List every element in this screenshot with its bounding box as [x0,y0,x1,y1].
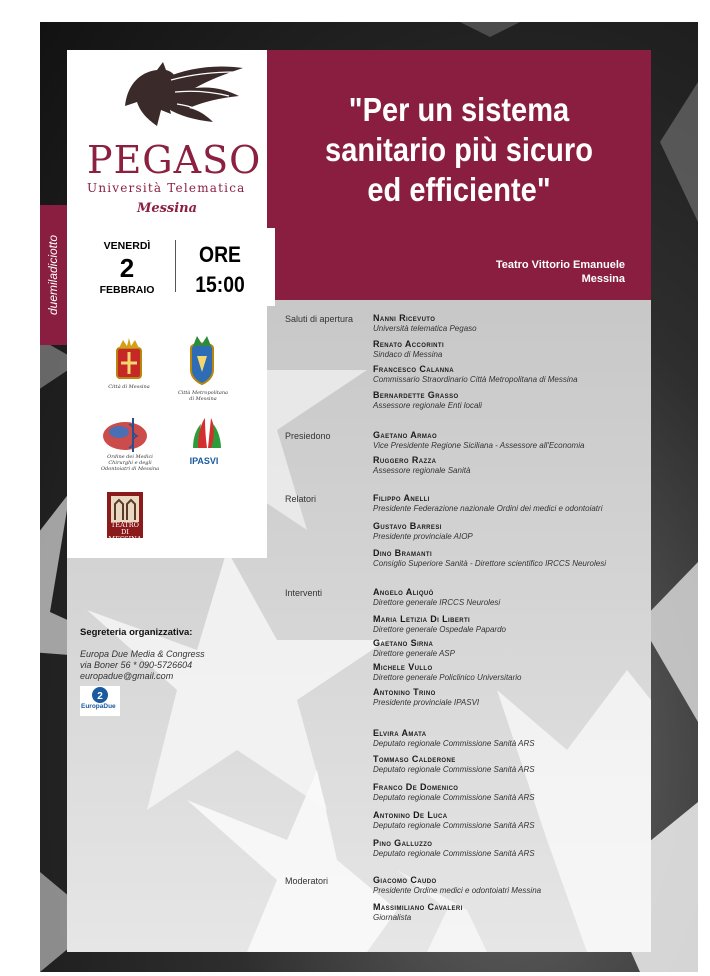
speaker-name: Maria Letizia Di Liberti [373,614,471,624]
logo-city: Messina [136,201,198,216]
program-entry [373,521,653,542]
speaker-role: Consiglio Superiore Sanità - Direttore scientifico IRCCS Neurolesi [373,559,606,568]
time-label: ORE [199,242,241,267]
partner-logos-box [67,306,267,558]
speaker-role: Commissario Straordinario Città Metropolitana di Messina [373,375,578,384]
program-entry [373,638,653,659]
program-entry [373,754,653,775]
program-entry [373,313,653,334]
secretariat-line-3: europadue@gmail.com [80,671,174,681]
program-entry [373,430,653,451]
speaker-name: Michele Vullo [373,662,433,672]
venue-line-2: Messina [581,273,625,285]
speaker-role: Università telematica Pegaso [373,324,477,333]
speaker-role: Sindaco di Messina [373,350,443,359]
program-entry [373,875,653,896]
speaker-name: Francesco Calanna [373,364,454,374]
title-line-2: sanitario più sicuro [325,131,593,168]
ipasvi-logo-icon [193,418,221,448]
speaker-role: Direttore generale Ospedale Papardo [373,625,506,634]
time-value: 15:00 [195,272,245,297]
speaker-role: Deputato regionale Commissione Sanità ARS [373,849,535,858]
program-entry [373,810,653,831]
speaker-name: Filippo Anelli [373,493,430,503]
speaker-role: Presidente provinciale IPASVI [373,698,480,707]
program-entry [373,614,653,635]
program-entry [373,838,653,859]
program-entry [373,364,653,385]
speaker-role: Deputato regionale Commissione Sanità ARS [373,739,535,748]
speaker-name: Ruggero Razza [373,455,437,465]
medical-order-logo-icon [103,418,147,452]
event-title [299,90,619,210]
program-entry [373,687,653,708]
speaker-role: Assessore regionale Enti locali [373,401,482,410]
program-entry [373,728,653,749]
program-entry [373,902,653,923]
section-label: Moderatori [285,876,329,886]
speaker-name: Tommaso Calderone [373,754,456,764]
svg-text:2: 2 [97,691,103,702]
metro-city-crest-icon [191,336,213,384]
university-subtitle: Università Telematica [87,181,246,195]
ipasvi-label: IPASVI [189,456,219,466]
program-entry [373,455,653,476]
speaker-role: Direttore generale ASP [373,649,455,658]
date-divider [175,240,176,292]
pegaso-wordmark: PEGASO [87,138,262,182]
venue [496,258,625,286]
city-logo-caption: Città di Messina [108,384,150,390]
program-entry [373,493,653,514]
order-logo-caption: Ordine dei Medici Chirurghi e degli Odontoiatri di Messina [100,454,160,472]
secretariat-line-1: Europa Due Media & Congress [80,649,205,659]
month: FEBBRAIO [99,284,155,296]
speaker-role: Deputato regionale Commissione Sanità ARS [373,793,535,802]
program-entry [373,548,653,569]
speaker-name: Antonino Trino [373,687,436,697]
pegasus-logo-icon [67,50,267,140]
metro-logo-caption: Città Metropolitana di Messina [177,390,229,402]
speaker-role: Presidente Ordine medici e odontoiatri Messina [373,886,542,895]
teatro-label: TEATRO DI MESSINA [108,521,142,543]
event-time [189,240,251,300]
speaker-role: Giornalista [373,913,412,922]
program-entry [373,390,653,411]
speaker-name: Pino Galluzzo [373,838,433,848]
messina-crest-icon [117,338,141,378]
partner-logos-icons [67,306,267,558]
speaker-role: Assessore regionale Sanità [373,466,471,475]
europadue-logo [80,686,120,716]
speaker-name: Elvira Amata [373,728,427,738]
speaker-name: Gustavo Barresi [373,521,442,531]
speaker-role: Vice Presidente Regione Siciliana - Assessore all'Economia [373,441,585,450]
speaker-name: Bernardette Grasso [373,390,459,400]
weekday: VENERDÌ [103,240,151,252]
program-entry [373,782,653,803]
speaker-name: Franco De Domenico [373,782,459,792]
program-entry [373,587,653,608]
day-number: 2 [119,253,135,283]
speaker-role: Direttore generale IRCCS Neurolesi [373,598,501,607]
speaker-name: Angelo Aliquò [373,587,434,597]
speaker-role: Deputato regionale Commissione Sanità ARS [373,765,535,774]
program-entry [373,662,653,683]
program-entry [373,339,653,360]
secretariat-line-2: via Boner 56 * 090-5726604 [80,660,193,670]
title-line-1: "Per un sistema [348,91,570,128]
year-side-text: duemiladiciotto [46,234,60,316]
secretariat-title: Segreteria organizzativa: [80,627,193,638]
speaker-name: Massimiliano Cavaleri [373,902,463,912]
date-box [67,228,275,306]
speaker-role: Direttore generale Policlinico Universitario [373,673,522,682]
section-label: Presiedono [285,431,331,441]
europadue-text: EuropaDue [81,703,116,710]
speaker-name: Giacomo Caudo [373,875,437,885]
speaker-name: Nanni Ricevuto [373,313,436,323]
speaker-name: Dino Bramanti [373,548,433,558]
europadue-icon [80,686,120,704]
speaker-name: Renato Accorinti [373,339,445,349]
speaker-name: Gaetano Armao [373,430,438,440]
speaker-role: Deputato regionale Commissione Sanità ARS [373,821,535,830]
section-label: Saluti di apertura [285,314,354,324]
section-label: Relatori [285,494,317,504]
pegaso-logo-box [67,50,267,228]
speaker-name: Gaetano Sirna [373,638,434,648]
speaker-name: Antonino De Luca [373,810,448,820]
venue-line-1: Teatro Vittorio Emanuele [495,259,625,271]
title-line-3: ed efficiente" [367,171,551,208]
speaker-role: Presidente provinciale AIOP [373,532,473,541]
speaker-role: Presidente Federazione nazionale Ordini dei medici e odontoiatri [373,504,603,513]
title-banner [267,50,651,300]
event-date [87,240,167,296]
section-label: Interventi [285,588,323,598]
